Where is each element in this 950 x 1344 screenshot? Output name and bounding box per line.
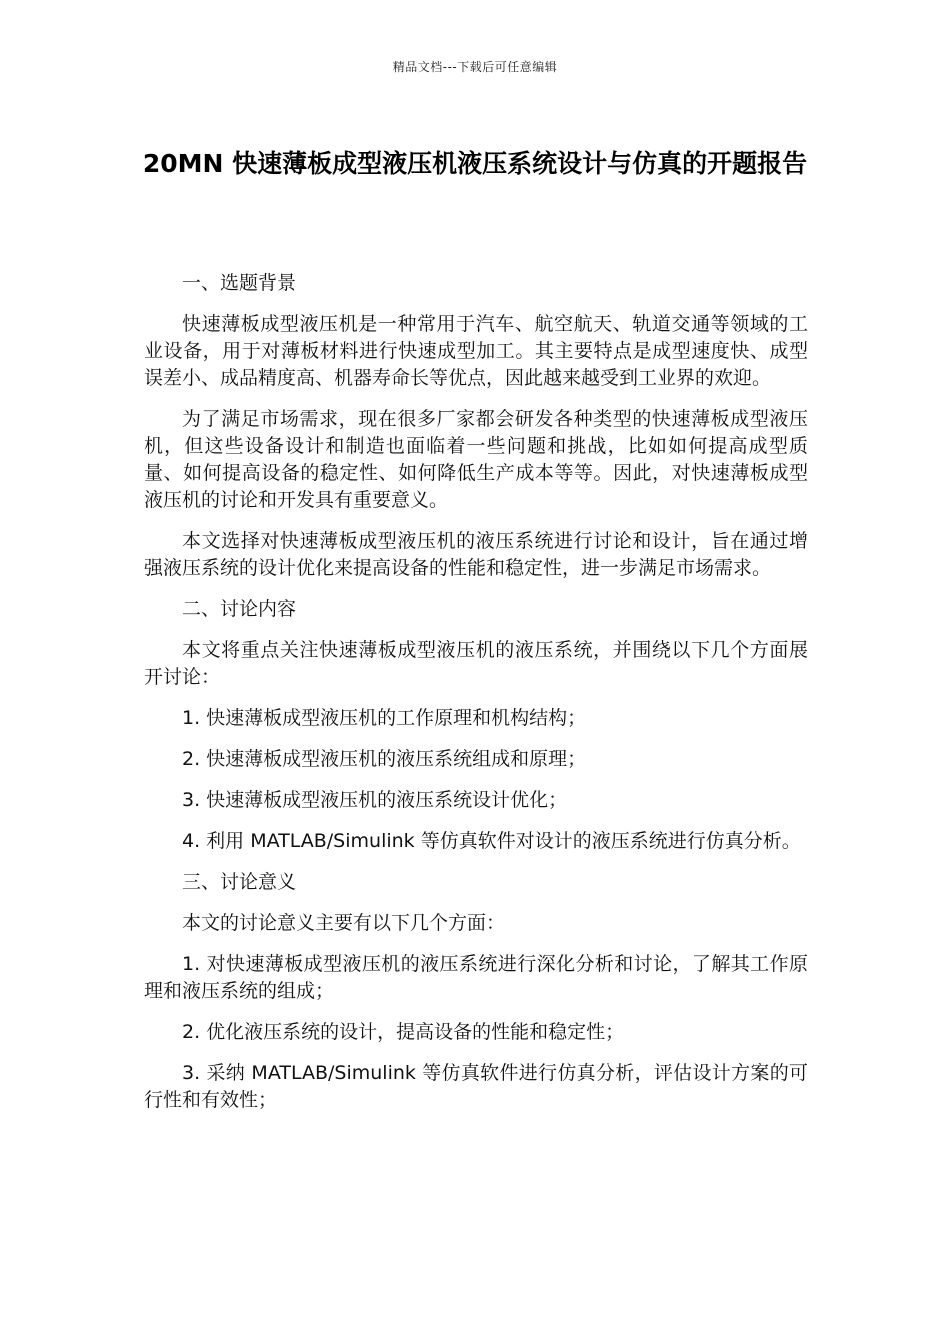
list-item: 2. 优化液压系统的设计，提高设备的性能和稳定性； <box>182 1021 625 1043</box>
list-item: 1. 快速薄板成型液压机的工作原理和机构结构； <box>182 707 587 729</box>
paragraph: 本文的讨论意义主要有以下几个方面： <box>182 912 506 934</box>
list-item: 2. 快速薄板成型液压机的液压系统组成和原理； <box>182 748 587 770</box>
list-item: 1. 对快速薄板成型液压机的液压系统进行深化分析和讨论，了解其工作原理和液压系统的组成； <box>144 953 808 1002</box>
paragraph: 为了满足市场需求，现在很多厂家都会研发各种类型的快速薄板成型液压机，但这些设备设计和制造也面临着一些问题和挑战，比如如何提高成型质量、如何提高设备的稳定性、如何降低生产成本等等。因此，对快速薄板成型液压机的讨论和开发具有重要意义。 <box>144 408 808 511</box>
document-title: 20MN 快速薄板成型液压机液压系统设计与仿真的开题报告 <box>142 149 808 178</box>
list-item: 3. 采纳 MATLAB/Simulink 等仿真软件进行仿真分析，评估设计方案的可行性和有效性； <box>144 1062 808 1111</box>
header-note: 精品文档---下载后可任意编辑 <box>392 60 558 74</box>
paragraph: 本文选择对快速薄板成型液压机的液压系统进行讨论和设计，旨在通过增强液压系统的设计优化来提高设备的性能和稳定性，进一步满足市场需求。 <box>144 530 808 579</box>
paragraph: 本文将重点关注快速薄板成型液压机的液压系统，并围绕以下几个方面展开讨论： <box>144 639 808 688</box>
section-heading-background: 一、选题背景 <box>182 272 297 294</box>
document-body <box>144 270 808 1128</box>
section-heading-significance: 三、讨论意义 <box>182 871 297 893</box>
paragraph: 快速薄板成型液压机是一种常用于汽车、航空航天、轨道交通等领域的工业设备，用于对薄板材料进行快速成型加工。其主要特点是成型速度快、成型误差小、成品精度高、机器寿命长等优点，因此越来越受到工业界的欢迎。 <box>144 313 808 389</box>
list-item: 3. 快速薄板成型液压机的液压系统设计优化； <box>182 789 568 811</box>
list-item: 4. 利用 MATLAB/Simulink 等仿真软件对设计的液压系统进行仿真分析。 <box>182 830 801 852</box>
section-heading-content: 二、讨论内容 <box>182 598 297 620</box>
